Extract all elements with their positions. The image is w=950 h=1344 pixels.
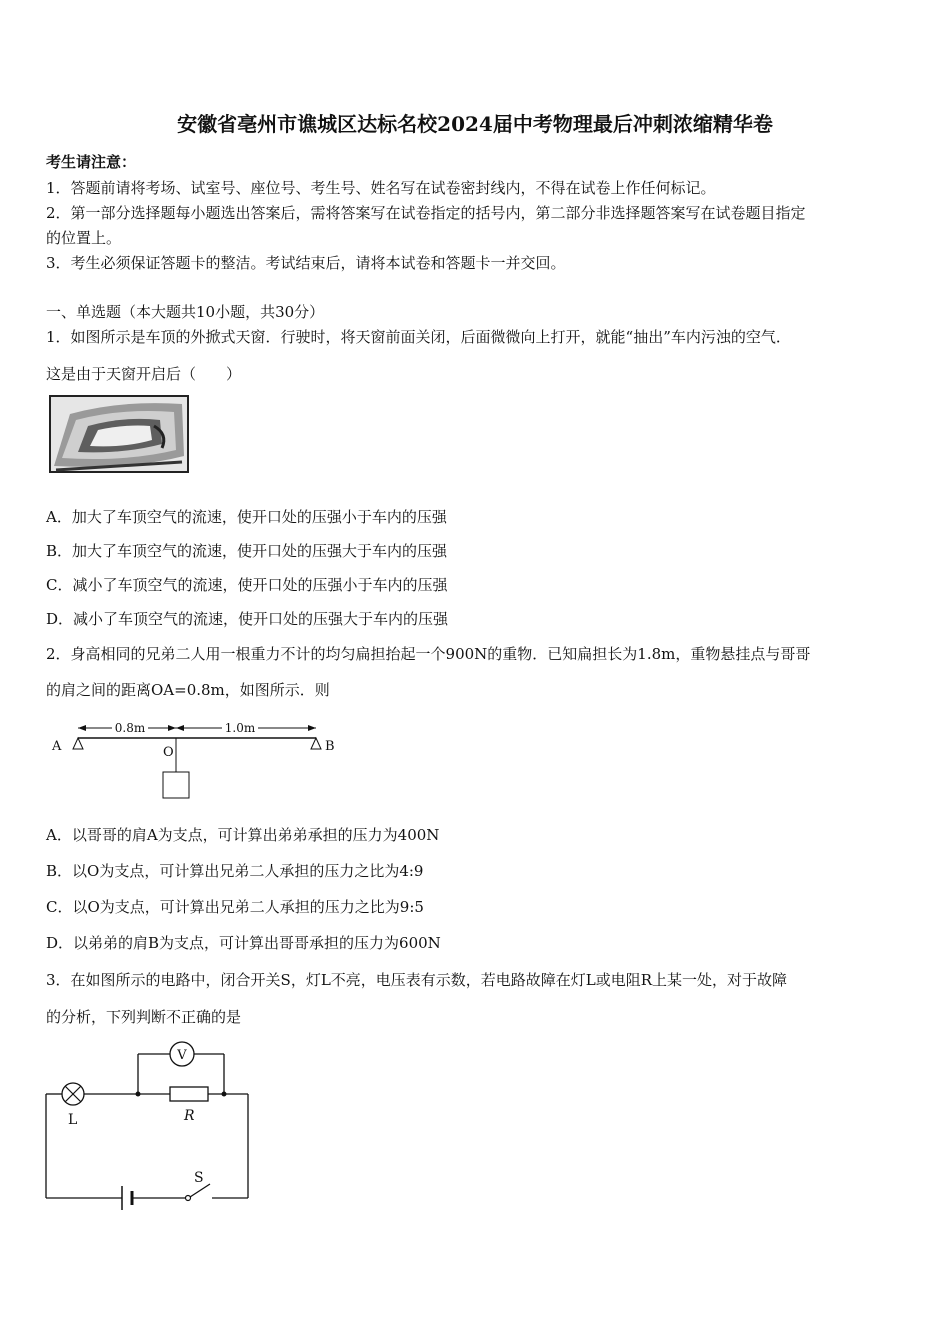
q1-option-a: A．加大了车顶空气的流速，使开口处的压强小于车内的压强 bbox=[46, 508, 447, 526]
q1-option-d: D．减小了车顶空气的流速，使开口处的压强大于车内的压强 bbox=[46, 610, 449, 628]
section-heading: 一、单选题（本大题共10小题，共30分） bbox=[46, 303, 325, 321]
notice-item-1: 1．答题前请将考场、试室号、座位号、考生号、姓名写在试卷密封线内，不得在试卷上作任何标记。 bbox=[46, 179, 716, 197]
q1-stem-line2: 这是由于天窗开启后（ ） bbox=[46, 365, 242, 383]
q2-option-a: A．以哥哥的肩A为支点，可计算出弟弟承担的压力为400N bbox=[46, 826, 440, 844]
sunroof-image bbox=[50, 396, 190, 474]
q2-stem-line2: 的肩之间的距离OA=0.8m，如图所示．则 bbox=[46, 681, 330, 699]
q1-option-c: C．减小了车顶空气的流速，使开口处的压强小于车内的压强 bbox=[46, 576, 448, 594]
q2-option-b: B．以O为支点，可计算出兄弟二人承担的压力之比为4:9 bbox=[46, 862, 424, 880]
switch-icon bbox=[186, 1196, 191, 1201]
switch-label: S bbox=[194, 1170, 204, 1186]
notice-item-2-cont: 的位置上。 bbox=[46, 229, 122, 247]
page-title: 安徽省亳州市谯城区达标名校2024届中考物理最后冲刺浓缩精华卷 bbox=[177, 112, 773, 136]
lever-label-d1: 0.8m bbox=[114, 721, 146, 735]
q2-option-d: D．以弟弟的肩B为支点，可计算出哥哥承担的压力为600N bbox=[46, 934, 441, 952]
voltmeter-label: V bbox=[177, 1048, 187, 1063]
q3-stem-line1: 3．在如图所示的电路中，闭合开关S，灯L不亮，电压表有示数，若电路故障在灯L或电阻R上某一处，对于故障 bbox=[46, 971, 788, 989]
q1-option-b: B．加大了车顶空气的流速，使开口处的压强大于车内的压强 bbox=[46, 542, 448, 560]
resistor-label: R bbox=[184, 1108, 195, 1124]
circuit-diagram bbox=[40, 1038, 260, 1218]
q2-stem-line1: 2．身高相同的兄弟二人用一根重力不计的均匀扁担抬起一个900N的重物．已知扁担长为1.8m，重物悬挂点与哥哥 bbox=[46, 645, 811, 663]
lever-label-b: B bbox=[325, 739, 335, 754]
lever-label-d2: 1.0m bbox=[224, 721, 256, 735]
resistor-icon bbox=[170, 1087, 208, 1101]
lever-diagram bbox=[44, 716, 344, 806]
lever-label-o: O bbox=[163, 745, 174, 760]
q1-stem-line1: 1．如图所示是车顶的外掀式天窗．行驶时，将天窗前面关闭，后面微微向上打开，就能“抽出”车内污浊的空气． bbox=[46, 328, 791, 346]
q2-option-c: C．以O为支点，可计算出兄弟二人承担的压力之比为9:5 bbox=[46, 898, 424, 916]
lever-label-a: A bbox=[52, 739, 62, 754]
q3-stem-line2: 的分析，下列判断不正确的是 bbox=[46, 1008, 242, 1026]
notice-item-3: 3．考生必须保证答题卡的整洁。考试结束后，请将本试卷和答题卡一并交回。 bbox=[46, 254, 566, 272]
notice-item-2: 2．第一部分选择题每小题选出答案后，需将答案写在试卷指定的括号内，第二部分非选择题答案写在试卷题目指定 bbox=[46, 204, 806, 222]
notice-heading: 考生请注意： bbox=[46, 153, 137, 171]
lamp-label: L bbox=[68, 1112, 78, 1128]
